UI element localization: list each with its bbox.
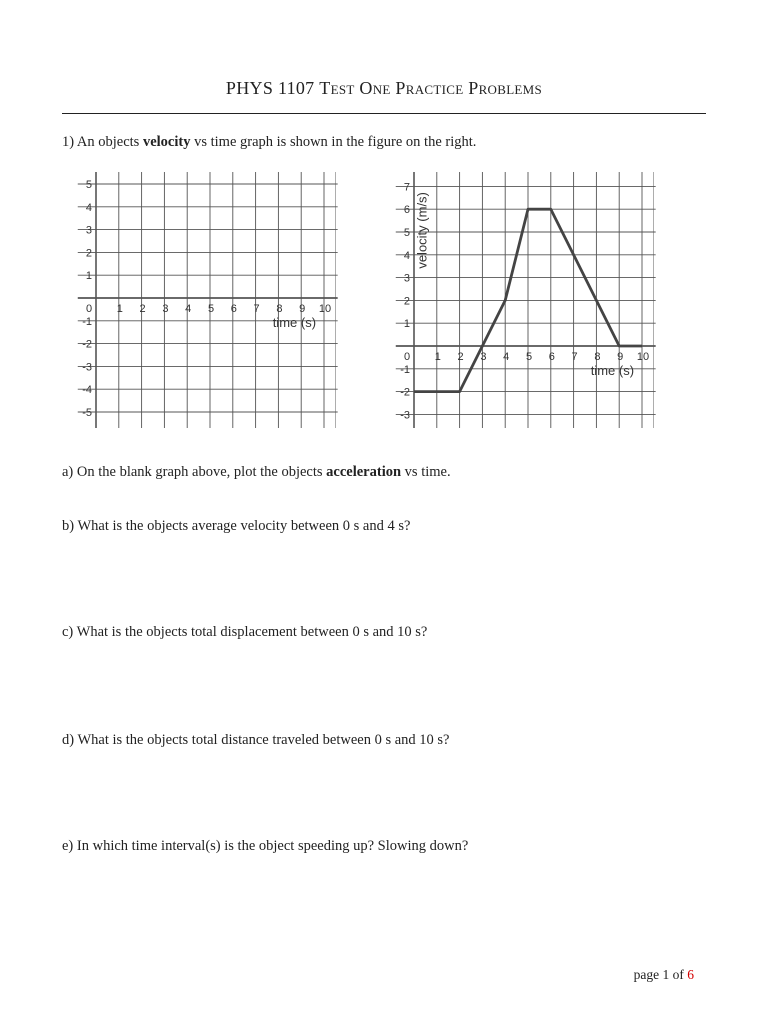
y-tick-label: 1 [403, 318, 410, 331]
x-tick-label: 1 [116, 303, 123, 315]
blank-acceleration-graph [70, 166, 340, 430]
page-title: PHYS 1107 Test One Practice Problems [225, 78, 543, 98]
y-tick-label: -2 [400, 386, 410, 399]
problem-intro: 1) An objects velocity vs time graph is shown in the figure on the right. [62, 134, 477, 150]
y-tick-label: 7 [403, 181, 410, 194]
header-rule [62, 113, 706, 114]
x-tick-label: 8 [276, 303, 283, 315]
x-tick-label: 1 [434, 351, 441, 363]
y-tick-label: -2 [82, 338, 92, 351]
x-tick-label: 3 [480, 351, 487, 363]
x-axis-label: time (s) [272, 315, 317, 330]
y-tick-label: -4 [82, 384, 92, 397]
x-tick-label: 2 [457, 351, 464, 363]
y-tick-label: -1 [400, 363, 410, 376]
x-tick-label: 5 [525, 351, 533, 363]
part-b: b) What is the objects average velocity between 0 s and 4 s? [62, 518, 411, 534]
y-tick-label: -3 [82, 361, 92, 374]
y-tick-label: 2 [85, 247, 92, 260]
x-tick-label: 10 [318, 303, 332, 315]
x-tick-label: 9 [299, 303, 306, 315]
y-tick-label: 1 [85, 270, 92, 283]
x-tick-label: 0 [403, 351, 411, 363]
y-tick-label: 5 [403, 227, 410, 239]
y-tick-label: 3 [85, 224, 92, 237]
x-tick-label: 3 [162, 303, 169, 315]
x-axis-label: time (s) [590, 363, 635, 378]
page-number: page 1 of 6 [633, 967, 694, 982]
x-tick-label: 7 [571, 351, 578, 363]
x-tick-label: 8 [594, 351, 601, 363]
x-tick-label: 2 [139, 303, 146, 315]
velocity-time-graph [392, 166, 660, 430]
x-tick-label: 5 [207, 303, 215, 315]
part-a: a) On the blank graph above, plot the objects acceleration vs time. [62, 464, 451, 480]
y-tick-label: 2 [403, 295, 410, 308]
part-c: c) What is the objects total displacement between 0 s and 10 s? [62, 624, 428, 640]
y-tick-label: -5 [82, 407, 92, 419]
x-tick-label: 0 [85, 303, 93, 315]
x-tick-label: 10 [636, 351, 650, 363]
y-tick-label: -1 [82, 315, 92, 328]
x-tick-label: 6 [230, 303, 237, 315]
x-tick-label: 4 [503, 351, 510, 363]
y-tick-label: -3 [400, 409, 410, 422]
y-tick-label: 5 [85, 179, 92, 191]
x-tick-label: 4 [185, 303, 192, 315]
y-tick-label: 4 [85, 201, 92, 214]
x-tick-label: 7 [253, 303, 260, 315]
x-tick-label: 9 [617, 351, 624, 363]
y-tick-label: 4 [403, 249, 410, 262]
y-tick-label: 3 [403, 272, 410, 285]
y-axis-label: velocity (m/s) [414, 192, 430, 269]
y-tick-label: 6 [403, 204, 410, 217]
x-tick-label: 6 [548, 351, 555, 363]
part-d: d) What is the objects total distance traveled between 0 s and 10 s? [62, 732, 450, 748]
part-e: e) In which time interval(s) is the object speeding up? Slowing down? [62, 838, 469, 854]
